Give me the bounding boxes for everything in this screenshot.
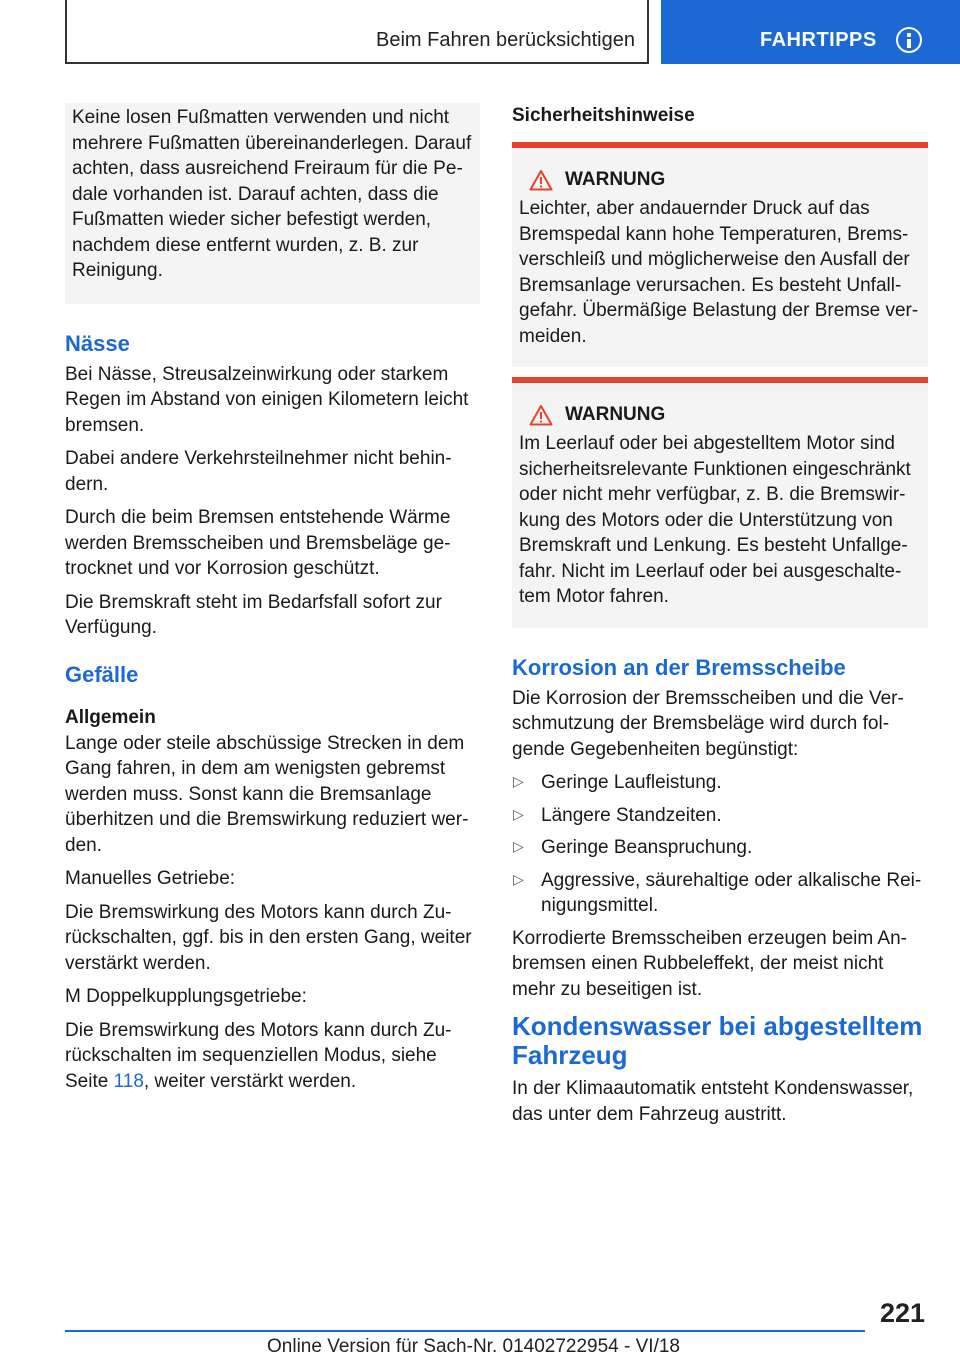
naesse-paragraph-1: Bei Nässe, Streusalzeinwirkung oder starkem Regen im Abstand von einigen Kilometern leicht bremsen. <box>65 363 469 436</box>
kondenswasser-text: In der Klimaautomatik entsteht Kondenswasser, das unter dem Fahrzeug austritt. <box>512 1078 914 1125</box>
heading-naesse: Nässe <box>65 330 130 356</box>
warning-box-1 <box>512 142 928 367</box>
page-number: 221 <box>879 1298 925 1328</box>
warning-text: Leichter, aber andauernder Druck auf das Bremspedal kann hohe Temperaturen, Bremsverschleiß und möglicherweise den Ausfall der Bremsanlage verursachen. Es besteht Unfallgefahr. Übermäßige Belastung der Bremse vermeiden. <box>519 198 919 347</box>
note-text: Keine losen Fußmatten verwenden und nicht mehrere Fußmatten übereinanderlegen. Darauf achten, dass ausreichend Freiraum für die Pedale vorhanden ist. Darauf achten, dass die Fußmatten wieder sicher befestigt werden, nachdem diese entfernt wurden, z. B. zur Reinigung. <box>72 107 472 281</box>
naesse-paragraph-2: Dabei andere Verkehrsteilnehmer nicht behindern. <box>65 448 452 495</box>
header-chapter-box <box>661 0 960 64</box>
warning-text: Im Leerlauf oder bei abgestelltem Motor sind sicherheitsrelevante Funktionen eingeschränkt oder nicht mehr verfügbar, z. B. die Bremswirkung des Motors oder die Unterstützung von Bremskraft und Lenkung. Es besteht Unfallgefahr. Nicht im Leerlauf oder bei ausgeschaltetem Motor fahren. <box>519 433 911 607</box>
info-icon <box>896 27 922 53</box>
korrosion-intro: Die Korrosion der Bremsscheiben und die Verschmutzung der Bremsbeläge wird durch folgende Gegebenheiten begünstigt: <box>512 687 904 760</box>
korrosion-outro: Korrodierte Bremsscheiben erzeugen beim Anbremsen einen Rubbeleffekt, der meist nicht mehr zu beseitigen ist. <box>512 927 907 1000</box>
footer-online-version: Online Version für Sach-Nr. 01402722954 - VI/18 <box>267 1336 680 1357</box>
warning-triangle-icon <box>529 169 553 191</box>
warning-title: WARNUNG <box>565 169 666 190</box>
list-item: ▷ Längere Standzeiten. <box>512 803 928 829</box>
footer-rule <box>65 1330 865 1332</box>
page-link-118[interactable]: 118 <box>113 1070 144 1092</box>
warning-box-2 <box>512 377 928 628</box>
header-chapter-title: FAHRTIPPS <box>760 29 877 51</box>
list-item: ▷ Geringe Beanspruchung. <box>512 835 928 861</box>
naesse-paragraph-3: Durch die beim Bremsen entstehende Wärme werden Bremsscheiben und Bremsbeläge getrocknet und vor Korrosion geschützt. <box>65 507 451 579</box>
gefaelle-paragraph-3: Die Bremswirkung des Motors kann durch Zurückschalten, ggf. bis in den ersten Gang, weiter verstärkt werden. <box>65 901 472 974</box>
gefaelle-paragraph-1: Lange oder steile abschüssige Strecken in dem Gang fahren, in dem am wenigsten gebremst werden muss. Sonst kann die Bremsanlage überhitzen und die Bremswirkung reduziert werden. <box>65 732 469 856</box>
list-item: ▷ Aggressive, säurehaltige oder alkalische Reinigungsmittel. <box>512 868 928 919</box>
gefaelle-paragraph-5 <box>65 1018 480 1095</box>
right-column <box>512 103 928 1135</box>
gefaelle-paragraph-2: Manuelles Getriebe: <box>65 868 236 889</box>
left-column <box>65 103 480 1102</box>
heading-sicherheitshinweise: Sicherheitshinweise <box>512 105 695 126</box>
subheading-allgemein: Allgemein <box>65 706 156 728</box>
gefaelle-paragraph-4: M Doppelkupplungsgetriebe: <box>65 986 307 1007</box>
korrosion-list <box>512 770 928 919</box>
heading-gefaelle: Gefälle <box>65 661 139 687</box>
gefaelle-paragraph-5-end: , weiter verstärkt werden. <box>143 1070 357 1092</box>
header-section-title: Beim Fahren berücksichtigen <box>375 29 635 51</box>
warning-triangle-icon <box>529 404 553 426</box>
heading-kondenswasser: Kondenswasser bei abgestelltem Fahrzeug <box>512 1011 923 1070</box>
list-item: ▷ Geringe Laufleistung. <box>512 770 928 796</box>
naesse-paragraph-4: Die Bremskraft steht im Bedarfsfall sofort zur Verfügung. <box>65 591 442 638</box>
header-section-box <box>65 0 649 64</box>
note-box <box>65 103 480 304</box>
warning-title: WARNUNG <box>565 404 666 425</box>
gefaelle-paragraph-5-start: Die Bremswirkung des Motors kann durch Zurückschalten im sequenziellen Modus, siehe Seite <box>65 1019 452 1092</box>
heading-korrosion: Korrosion an der Bremsscheibe <box>512 654 846 680</box>
